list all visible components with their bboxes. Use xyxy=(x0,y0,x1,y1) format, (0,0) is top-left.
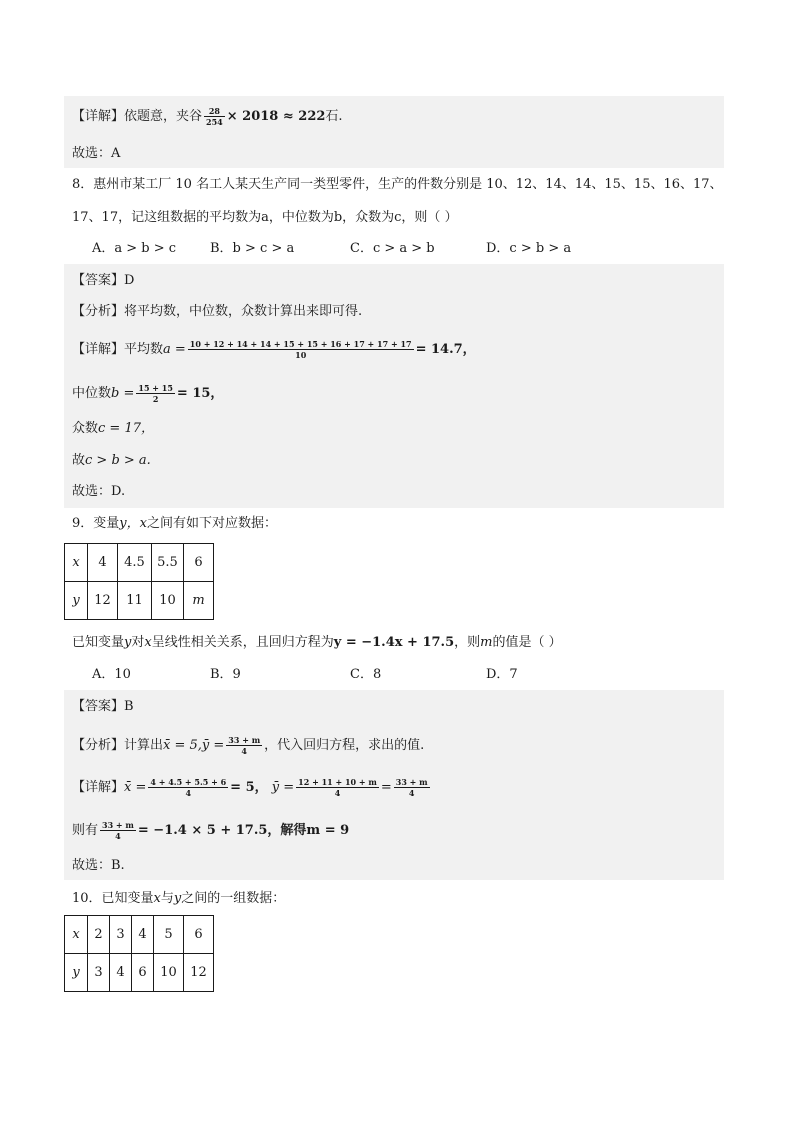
table-cell: 4 xyxy=(132,916,154,954)
q9-stem-text: 之间有如下对应数据： xyxy=(146,516,277,531)
conclude-label: 故 xyxy=(72,453,86,468)
q9-cond-text: 对 xyxy=(131,635,145,650)
analysis-fraction: $\frac{33 + m}{4}$ xyxy=(228,735,261,756)
prev-detail-line xyxy=(72,106,343,127)
math-var: a = xyxy=(163,342,186,357)
xbar-label: x̄ = xyxy=(124,780,147,795)
q9-cond-var: m xyxy=(480,635,493,650)
q10-stem xyxy=(72,890,285,908)
table-cell: 4.5 xyxy=(118,544,152,582)
table-cell: x xyxy=(65,916,88,954)
equals-sign: = xyxy=(380,780,392,795)
q8-stem-line2: 17、17，记这组数据的平均数为a，中位数为b，众数为c，则（ ） xyxy=(72,210,458,225)
q9-then xyxy=(72,820,349,841)
ybar-fraction: $\frac{12 + 11 + 10 + m}{4}$ xyxy=(298,777,377,798)
table-cell: 6 xyxy=(184,544,214,582)
q9-choose: 故选：B. xyxy=(72,858,125,873)
q9-analysis xyxy=(72,735,424,756)
analysis-text: ，代入回归方程，求出的值. xyxy=(264,738,425,753)
math-expr: × 2018 ≈ 222 xyxy=(226,109,326,124)
table-row xyxy=(65,954,214,992)
q9-regression-eq: y = −1.4x + 17.5 xyxy=(333,635,455,650)
table-cell: 3 xyxy=(110,916,132,954)
mean-fraction: $\frac{10 + 12 + 14 + 14 + 15 + 15 + 16 + 17 + 17 + 17}{10}$ xyxy=(189,339,412,360)
q8-detail-mode xyxy=(72,420,154,438)
q8-option-d: D．c > b > a xyxy=(486,241,572,256)
fraction: $\frac{28}{254}$ xyxy=(206,106,223,127)
q9-detail xyxy=(72,777,432,798)
q8-option-c: C．c > a > b xyxy=(350,241,435,256)
q8-analysis: 【分析】将平均数，中位数，众数计算出来即可得. xyxy=(72,304,363,319)
table-cell: 12 xyxy=(184,954,214,992)
q9-data-table xyxy=(64,543,214,620)
q8-option-b: B．b > c > a xyxy=(210,241,295,256)
q9-cond-var: y xyxy=(124,635,132,650)
q9-answer: 【答案】B xyxy=(72,699,134,714)
table-cell: 10 xyxy=(152,582,184,620)
then-result: m = 9 xyxy=(306,823,350,838)
table-cell: 4 xyxy=(88,544,118,582)
table-row xyxy=(65,582,214,620)
q10-data-table xyxy=(64,915,214,992)
q10-stem-var: y xyxy=(173,891,182,906)
xbar-result: = 5， xyxy=(230,780,268,795)
q9-stem xyxy=(72,515,277,533)
q10-stem-var: x xyxy=(153,891,161,906)
q9-cond-text: 呈线性相关关系，且回归方程为 xyxy=(151,635,334,650)
then-label: 则有 xyxy=(72,823,99,838)
table-cell: 11 xyxy=(118,582,152,620)
prev-choose: 故选：A xyxy=(72,146,121,161)
q8-conclude xyxy=(72,452,151,470)
ybar-label: ȳ = xyxy=(271,780,295,795)
table-cell: 6 xyxy=(132,954,154,992)
q8-choose: 故选：D. xyxy=(72,484,126,499)
table-cell: 4 xyxy=(110,954,132,992)
q9-condition xyxy=(72,634,562,652)
q9-stem-text: 9．变量 xyxy=(72,516,120,531)
q9-cond-text: 的值是（ ） xyxy=(492,635,562,650)
then-fraction: $\frac{33 + m}{4}$ xyxy=(102,820,134,841)
table-cell: y xyxy=(65,582,88,620)
mean-result: = 14.7， xyxy=(415,342,476,357)
ybar2-fraction: $\frac{33 + m}{4}$ xyxy=(395,777,428,798)
q9-cond-text: ，则 xyxy=(454,635,481,650)
table-row xyxy=(65,544,214,582)
detail-label: 【详解】 xyxy=(72,109,125,124)
table-row xyxy=(65,916,214,954)
q9-cond-text: 已知变量 xyxy=(72,635,125,650)
table-cell: y xyxy=(65,954,88,992)
q8-answer: 【答案】D xyxy=(72,273,135,288)
mode-label: 众数 xyxy=(72,421,99,436)
mode-expr: c = 17， xyxy=(98,421,154,436)
table-cell: m xyxy=(184,582,214,620)
q10-stem-text: 10．已知变量 xyxy=(72,891,154,906)
table-cell: x xyxy=(65,544,88,582)
q9-option-b: B．9 xyxy=(210,667,241,682)
q9-stem-vars: y，x xyxy=(119,516,147,531)
then-expr: = −1.4 × 5 + 17.5，解得 xyxy=(137,823,307,838)
q8-stem-line1: 8．惠州市某工厂 10 名工人某天生产同一类型零件，生产的件数分别是 10、12、14、14、15、15、16、17、 xyxy=(72,177,723,192)
q9-cond-var: x xyxy=(144,635,152,650)
math-var: b = xyxy=(111,386,135,401)
detail-text: 依题意，夹谷 xyxy=(124,109,203,124)
q8-detail-mean xyxy=(72,339,476,360)
table-cell: 3 xyxy=(88,954,110,992)
table-cell: 5.5 xyxy=(152,544,184,582)
detail-label: 【详解】平均数 xyxy=(72,342,164,357)
table-cell: 6 xyxy=(184,916,214,954)
xbar-fraction: $\frac{4 + 4.5 + 5.5 + 6}{4}$ xyxy=(150,777,227,798)
median-result: = 15， xyxy=(176,386,224,401)
detail-label: 【详解】 xyxy=(72,780,125,795)
q10-stem-text: 之间的一组数据： xyxy=(181,891,286,906)
table-cell: 12 xyxy=(88,582,118,620)
detail-text: 石. xyxy=(325,109,343,124)
table-cell: 2 xyxy=(88,916,110,954)
median-fraction: $\frac{15 + 15}{2}$ xyxy=(138,383,173,404)
conclude-expr: c > b > a. xyxy=(85,453,151,468)
q9-option-d: D．7 xyxy=(486,667,518,682)
analysis-label: 【分析】计算出 xyxy=(72,738,164,753)
table-cell: 10 xyxy=(154,954,184,992)
q8-option-a: A．a > b > c xyxy=(92,241,177,256)
median-label: 中位数 xyxy=(72,386,112,401)
q9-option-c: C．8 xyxy=(350,667,382,682)
table-cell: 5 xyxy=(154,916,184,954)
analysis-expr: x̄ = 5,ȳ = xyxy=(163,738,225,753)
q10-stem-text: 与 xyxy=(160,891,174,906)
q9-option-a: A．10 xyxy=(92,667,131,682)
q8-detail-median xyxy=(72,383,223,404)
